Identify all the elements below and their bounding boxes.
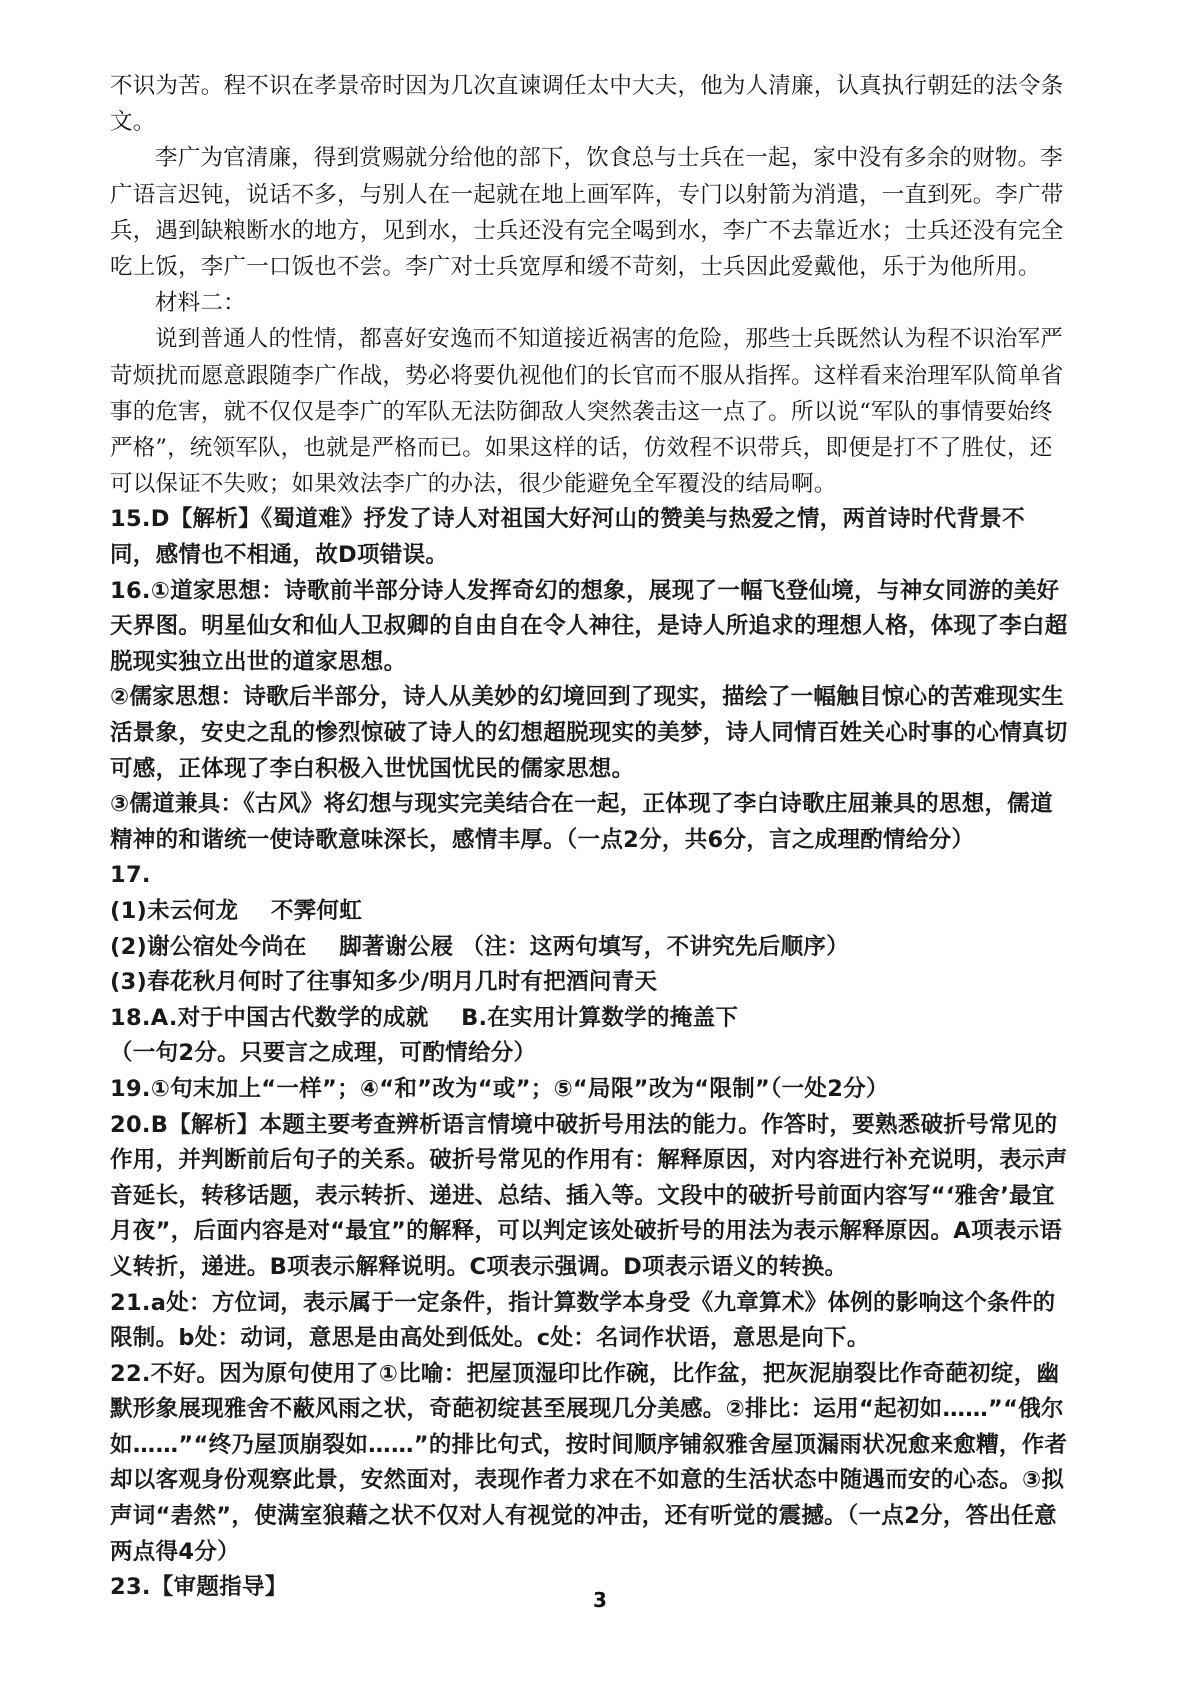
answer-17-line-3: (3)春花秋月何时了往事知多少/明月几时有把酒问青天 (110, 969, 658, 996)
answer-16-point-2: ②儒家思想：诗歌后半部分，诗人从美妙的幻境回到了现实，描绘了一幅触目惊心的苦难现实生活景象，安史之乱的惨烈惊破了诗人的幻想超脱现实的美梦，诗人同情百姓关心时事的心情真切可感，正体现了李白积极入世忧国忧民的儒家思想。 (110, 684, 1068, 782)
answer-15: 15.D【解析】《蜀道难》抒发了诗人对祖国大好河山的赞美与热爱之情，两首诗时代背景不同，感情也不相通，故D项错误。 (110, 506, 1025, 569)
answer-19: 19.①句末加上“一样”；④“和”改为“或”；⑤“局限”改为“限制”（一处2分） (110, 1075, 889, 1102)
heading-material-two: 材料二： (155, 290, 246, 317)
page-number: 3 (593, 1588, 607, 1612)
answer-18-note: （一句2分。只要言之成理，可酌情给分） (110, 1040, 537, 1067)
document-body (110, 68, 1070, 1606)
answer-22: 22.不好。因为原句使用了①比喻：把屋顶湿印比作碗，比作盆，把灰泥崩裂比作奇葩初绽，幽默形象展现雅舍不蔽风雨之状，奇葩初绽甚至展现几分美感。②排比：运用“起初如……”“俄尔如……”“终乃屋顶崩裂如……”的排比句式，按时间顺序铺叙雅舍屋顶漏雨状况愈来愈糟，作者却以客观身份观察此景，安然面对，表现作者力求在不如意的生活状态中随遇而安的心态。③拟声词“砉然”，使满室狼藉之状不仅对人有视觉的冲击，还有听觉的震撼。（一点2分，答出任意两点得4分） (110, 1360, 1068, 1565)
answer-17-line-2: (2)谢公宿处今尚在 脚著谢公屐 （注：这两句填写，不讲究先后顺序） (110, 933, 849, 960)
answer-23-heading: 23.【审题指导】 (110, 1574, 288, 1601)
answer-16-point-3: ③儒道兼具：《古风》将幻想与现实完美结合在一起，正体现了李白诗歌庄屈兼具的思想，儒道精神的和谐统一使诗歌意味深长，感情丰厚。（一点2分，共6分，言之成理酌情给分） (110, 791, 1053, 853)
answer-18: 18.A.对于中国古代数学的成就 B.在实用计算数学的掩盖下 (110, 1004, 739, 1031)
paragraph-li-guang: 李广为官清廉，得到赏赐就分给他的部下，饮食总与士兵在一起，家中没有多余的财物。李广语言迟钝，说话不多，与别人在一起就在地上画军阵，专门以射箭为消遣，一直到死。李广带兵，遇到缺粮断水的地方，见到水，士兵还没有完全喝到水，李广不去靠近水；士兵还没有完全吃上饭，李广一口饭也不尝。李广对士兵宽厚和缓不苛刻，士兵因此爱戴他，乐于为他所用。 (110, 145, 1064, 281)
answer-20: 20.B【解析】本题主要考查辨析语言情境中破折号用法的能力。作答时，要熟悉破折号常见的作用，并判断前后句子的关系。破折号常见的作用有：解释原因，对内容进行补充说明，表示声音延长，转移话题，表示转折、递进、总结、插入等。文段中的破折号前面内容写“‘雅舍’最宜月夜”，后面内容是对“最宜”的解释，可以判定该处破折号的用法为表示解释原因。A项表示语义转折，递进。B项表示解释说明。C项表示强调。D项表示语义的转换。 (110, 1111, 1068, 1280)
answer-17-line-1: (1)未云何龙 不霁何虹 (110, 897, 363, 924)
answer-17-number: 17. (110, 862, 151, 889)
paragraph-material-one-end: 不识为苦。程不识在孝景帝时因为几次直谏调任太中大夫，他为人清廉，认真执行朝廷的法令条文。 (110, 73, 1064, 136)
paragraph-material-two: 说到普通人的性情，都喜好安逸而不知道接近祸害的危险，那些士兵既然认为程不识治军严苛烦扰而愿意跟随李广作战，势必将要仇视他们的长官而不服从指挥。这样看来治理军队简单省事的危害，就不仅仅是李广的军队无法防御敌人突然袭击这一点了。所以说“军队的事情要始终严格”，统领军队，也就是严格而已。如果这样的话，仿效程不识带兵，即便是打不了胜仗，还可以保证不失败；如果效法李广的办法，很少能避免全军覆没的结局啊。 (110, 326, 1064, 498)
answer-21: 21.a处：方位词，表示属于一定条件，指计算数学本身受《九章算术》体例的影响这个条件的限制。b处：动词，意思是由高处到低处。c处：名词作状语，意思是向下。 (110, 1289, 1056, 1352)
answer-16-point-1: 16.①道家思想：诗歌前半部分诗人发挥奇幻的想象，展现了一幅飞登仙境，与神女同游的美好天界图。明星仙女和仙人卫叔卿的自由自在令人神往，是诗人所追求的理想人格，体现了李白超脱现实独立出世的道家思想。 (110, 577, 1068, 675)
